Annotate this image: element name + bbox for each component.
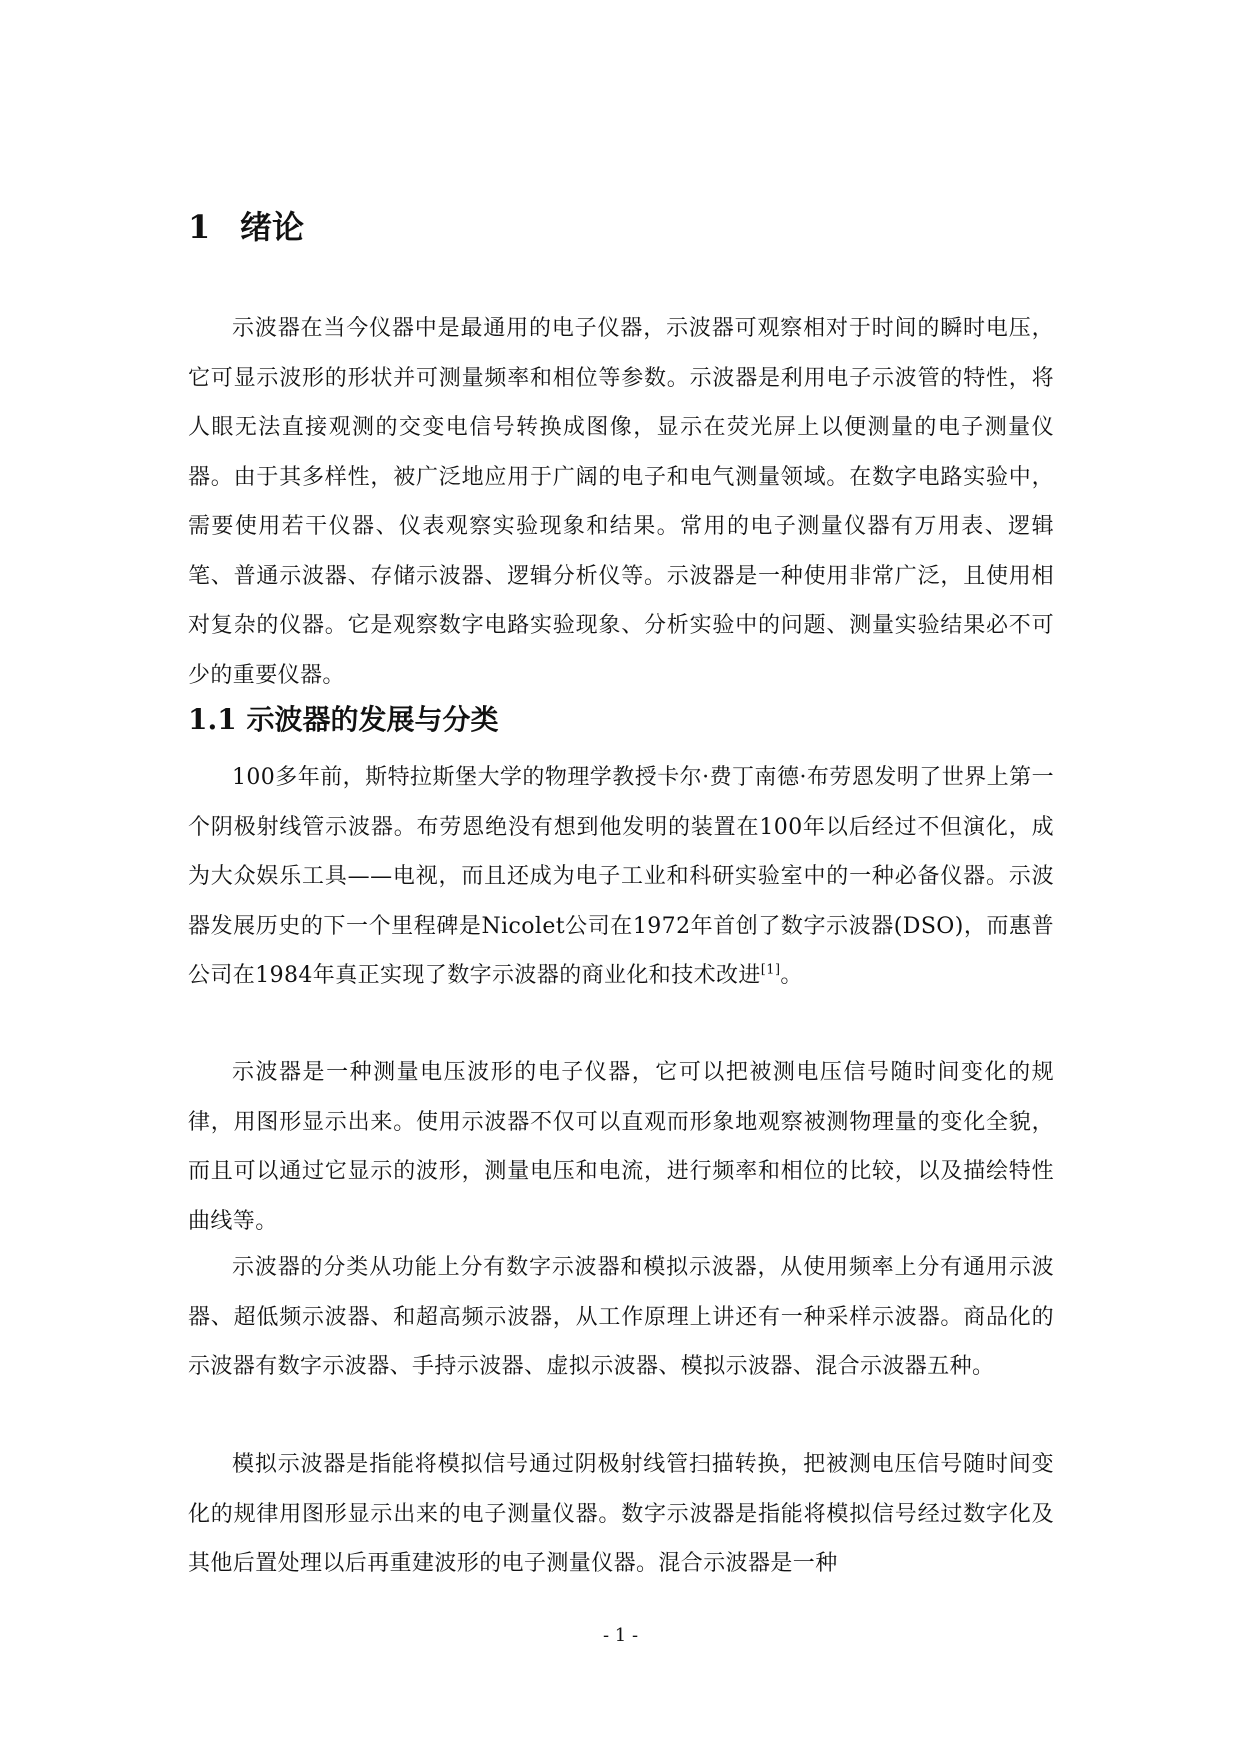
section-title: 1.1 示波器的发展与分类 [188,703,499,736]
chapter-number: 1 [188,208,211,246]
paragraph-definition: 示波器是一种测量电压波形的电子仪器，它可以把被测电压信号随时间变化的规律，用图形显示出来。使用示波器不仅可以直观而形象地观察被测物理量的变化全貌，而且可以通过它显示的波形，测量电压和电流，进行频率和相位的比较，以及描绘特性曲线等。 [188,1060,1054,1234]
chapter-title-text: 绪论 [240,208,305,246]
citation-reference[interactable]: [1] [760,962,781,978]
paragraph-history [188,753,1054,1001]
paragraph-history-text: 100多年前，斯特拉斯堡大学的物理学教授卡尔·费丁南德·布劳恩发明了世界上第一个阴极射线管示波器。布劳恩绝没有想到他发明的装置在100年以后经过不但演化，成为大众娱乐工具——电视，而且还成为电子工业和科研实验室中的一种必备仪器。示波器发展历史的下一个里程碑是Nicolet公司在1972年首创了数字示波器(DSO)，而惠普公司在1984年真正实现了数字示波器的商业化和技术改进 [188,765,1054,988]
paragraph-types: 模拟示波器是指能将模拟信号通过阴极射线管扫描转换，把被测电压信号随时间变化的规律用图形显示出来的电子测量仪器。数字示波器是指能将模拟信号经过数字化及其他后置处理以后再重建波形的电子测量仪器。混合示波器是一种 [188,1452,1054,1576]
chapter-title [188,205,304,249]
page-number: - 1 - [602,1625,639,1646]
paragraph-intro: 示波器在当今仪器中是最通用的电子仪器，示波器可观察相对于时间的瞬时电压，它可显示波形的形状并可测量频率和相位等参数。示波器是利用电子示波管的特性，将人眼无法直接观测的交变电信号转换成图像，显示在荧光屏上以便测量的电子测量仪器。由于其多样性，被广泛地应用于广阔的电子和电气测量领域。在数字电路实验中，需要使用若干仪器、仪表观察实验现象和结果。常用的电子测量仪器有万用表、逻辑笔、普通示波器、存储示波器、逻辑分析仪等。示波器是一种使用非常广泛，且使用相对复杂的仪器。它是观察数字电路实验现象、分析实验中的问题、测量实验结果必不可少的重要仪器。 [188,316,1054,688]
paragraph-classification: 示波器的分类从功能上分有数字示波器和模拟示波器，从使用频率上分有通用示波器、超低频示波器、和超高频示波器，从工作原理上讲还有一种采样示波器。商品化的示波器有数字示波器、手持示波器、虚拟示波器、模拟示波器、混合示波器五种。 [188,1255,1054,1379]
paragraph-history-end: 。 [780,963,803,988]
